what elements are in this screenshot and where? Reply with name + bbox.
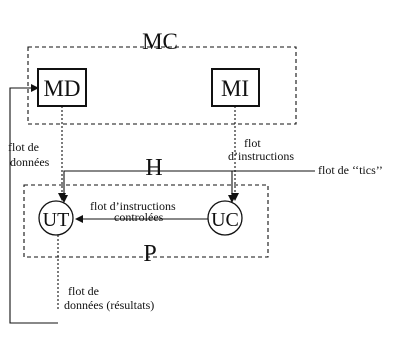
controlees-label: controlées: [114, 210, 164, 224]
flot-label: flot: [244, 136, 261, 150]
flot-de-results-label: flot de: [68, 284, 99, 298]
mc-label: MC: [142, 29, 178, 54]
flot-d-instructions-label: flot d’instructions: [90, 199, 176, 213]
donnees-label: données: [10, 155, 50, 169]
d-instructions-label: d’instructions: [228, 149, 294, 163]
p-label: P: [143, 241, 157, 267]
mi-label: MI: [220, 76, 250, 101]
ut-label: UT: [42, 209, 70, 231]
flot-de-label: flot de: [8, 140, 39, 154]
h-label: H: [145, 155, 163, 181]
uc-label: UC: [211, 209, 239, 231]
md-label: MD: [43, 76, 81, 101]
donnees-resultats-label: données (résultats): [64, 298, 155, 312]
clock-line: [64, 171, 315, 202]
flot-de-tics-label: flot de ‘‘tics’’: [318, 163, 383, 177]
